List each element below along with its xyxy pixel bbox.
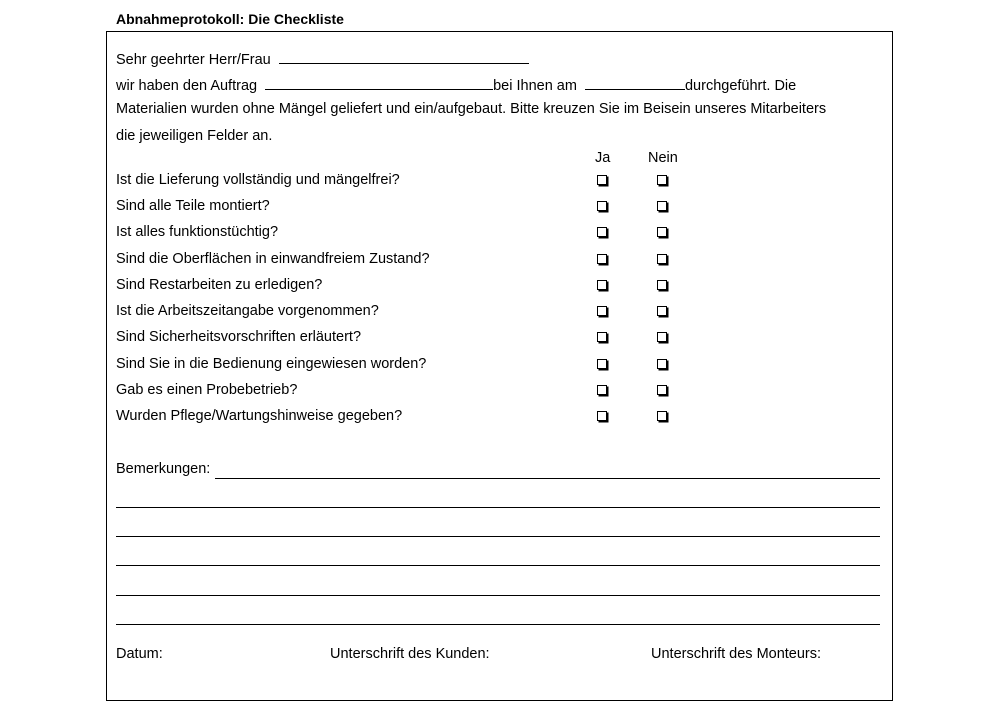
salutation-label: Sehr geehrter Herr/Frau xyxy=(116,52,271,68)
remarks-line[interactable] xyxy=(116,536,880,537)
question-row: Sind die Oberflächen in einwandfreiem Zustand? xyxy=(116,251,430,267)
checkbox-no[interactable] xyxy=(657,254,667,264)
checkbox-yes[interactable] xyxy=(597,359,607,369)
question-row: Ist alles funktionstüchtig? xyxy=(116,224,279,240)
performed-label: durchgeführt. Die xyxy=(684,78,797,94)
checkbox-no[interactable] xyxy=(657,201,667,211)
checkbox-no[interactable] xyxy=(657,280,667,290)
order-blank[interactable] xyxy=(265,75,493,90)
column-yes-header: Ja xyxy=(595,150,611,166)
order-label: wir haben den Auftrag xyxy=(116,78,258,94)
column-no-header: Nein xyxy=(648,150,678,166)
checkbox-no[interactable] xyxy=(657,385,667,395)
remarks-line[interactable] xyxy=(215,478,880,479)
checkbox-no[interactable] xyxy=(657,306,667,316)
remarks-label: Bemerkungen: xyxy=(116,461,211,477)
question-row: Gab es einen Probebetrieb? xyxy=(116,382,298,398)
remarks-line[interactable] xyxy=(116,595,880,596)
intro-line-4: die jeweiligen Felder an. xyxy=(116,128,273,144)
checkbox-yes[interactable] xyxy=(597,385,607,395)
customer-signature-label: Unterschrift des Kunden: xyxy=(330,646,490,662)
document-title: Abnahmeprotokoll: Die Checkliste xyxy=(116,11,344,27)
checkbox-yes[interactable] xyxy=(597,306,607,316)
salutation-line xyxy=(116,49,529,68)
intro-line-3: Materialien wurden ohne Mängel geliefert und ein/aufgebaut. Bitte kreuzen Sie im Beisein unseres Mitarbeiters xyxy=(116,101,827,117)
checkbox-no[interactable] xyxy=(657,175,667,185)
checkbox-no[interactable] xyxy=(657,359,667,369)
checkbox-yes[interactable] xyxy=(597,332,607,342)
date-blank[interactable] xyxy=(585,75,685,90)
checkbox-no[interactable] xyxy=(657,411,667,421)
checkbox-yes[interactable] xyxy=(597,280,607,290)
name-blank[interactable] xyxy=(279,49,529,64)
question-row: Wurden Pflege/Wartungshinweise gegeben? xyxy=(116,408,403,424)
question-row: Sind Restarbeiten zu erledigen? xyxy=(116,277,323,293)
checkbox-yes[interactable] xyxy=(597,227,607,237)
checkbox-yes[interactable] xyxy=(597,201,607,211)
remarks-line[interactable] xyxy=(116,624,880,625)
question-row: Ist die Arbeitszeitangabe vorgenommen? xyxy=(116,303,379,319)
question-row: Sind Sicherheitsvorschriften erläutert? xyxy=(116,329,362,345)
checkbox-yes[interactable] xyxy=(597,254,607,264)
date-signature-label: Datum: xyxy=(116,646,163,662)
fitter-signature-label: Unterschrift des Monteurs: xyxy=(651,646,822,662)
remarks-line[interactable] xyxy=(116,507,880,508)
checkbox-no[interactable] xyxy=(657,332,667,342)
question-row: Ist die Lieferung vollständig und mängelfrei? xyxy=(116,172,400,188)
question-row: Sind alle Teile montiert? xyxy=(116,198,270,214)
checkbox-no[interactable] xyxy=(657,227,667,237)
remarks-line[interactable] xyxy=(116,565,880,566)
checkbox-yes[interactable] xyxy=(597,411,607,421)
checkbox-yes[interactable] xyxy=(597,175,607,185)
date-label: bei Ihnen am xyxy=(493,78,577,94)
order-line xyxy=(116,75,796,94)
question-row: Sind Sie in die Bedienung eingewiesen worden? xyxy=(116,356,427,372)
